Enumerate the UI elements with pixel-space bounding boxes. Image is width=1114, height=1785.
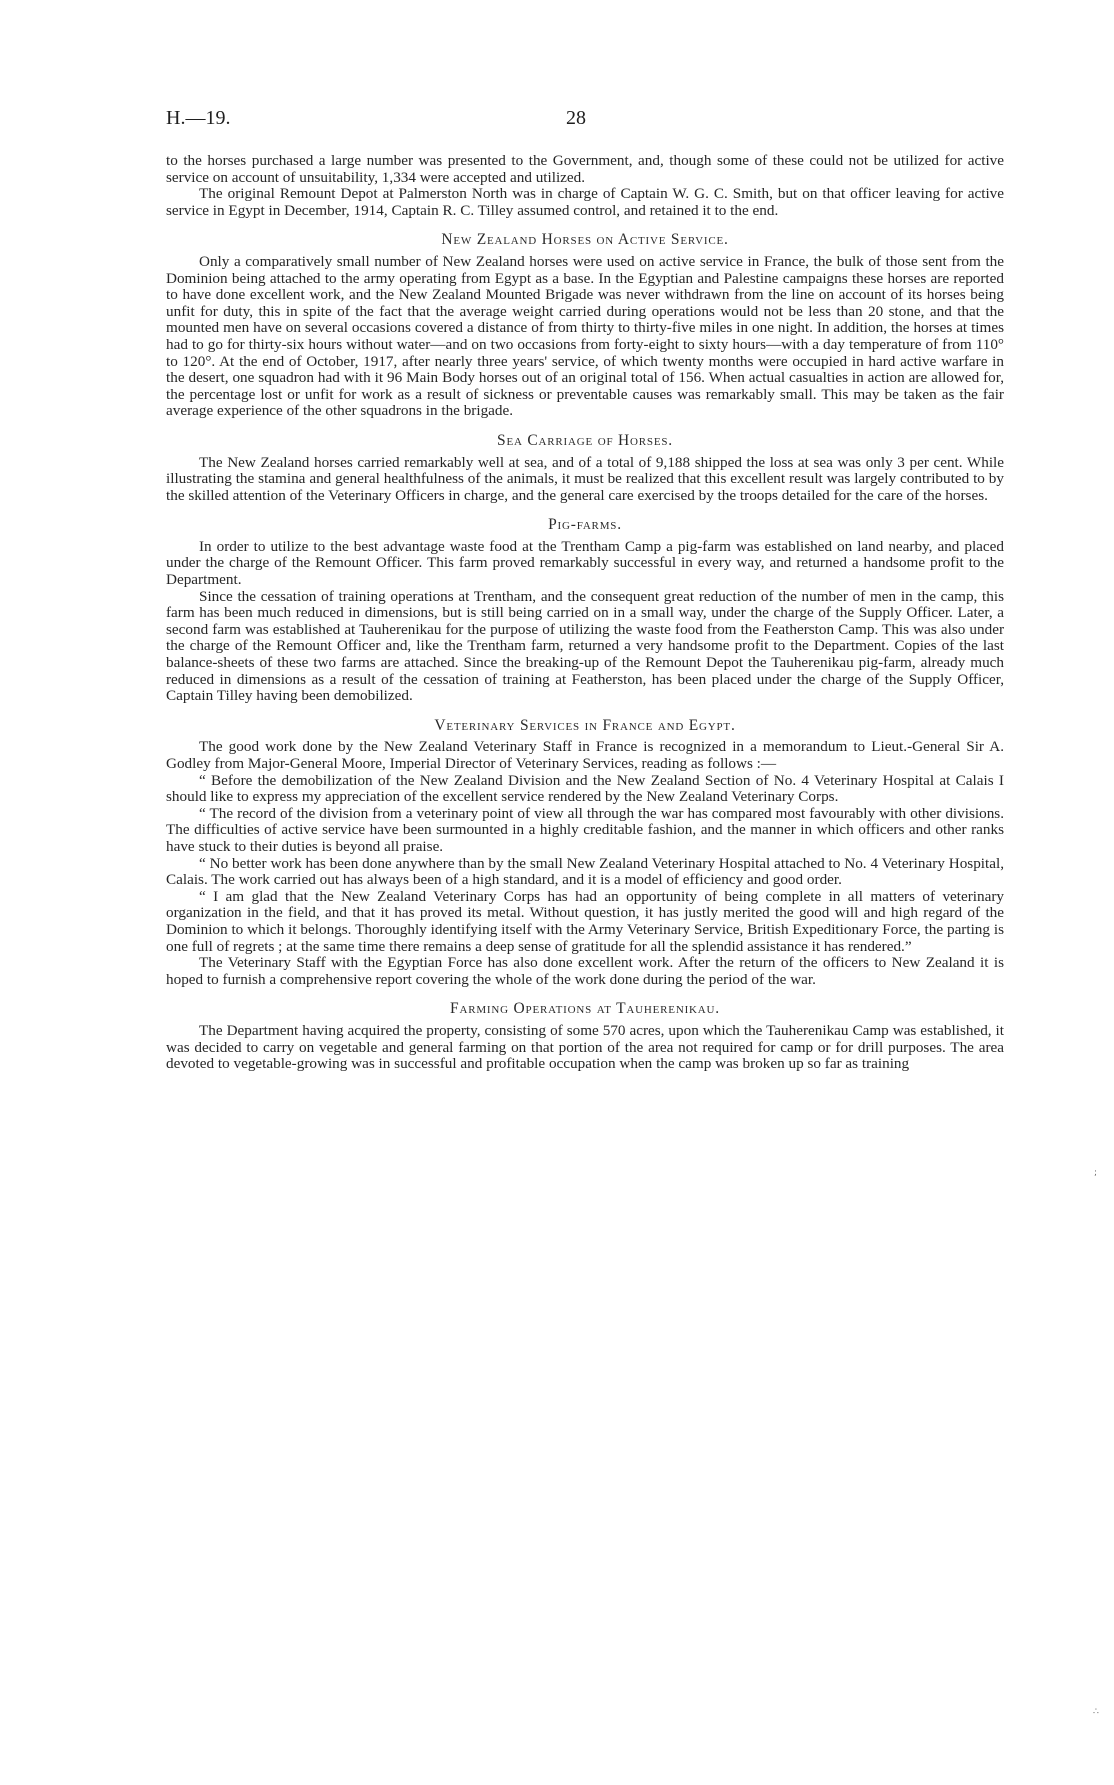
paragraph: Since the cessation of training operations at Trentham, and the consequent great reduction of the number of men in the camp, this farm has been much reduced in dimensions, but is still being carried on in a small way, under the charge of the Supply Officer. Later, a second farm was established at Tauherenikau for the purpose of utilizing the waste food from the Featherston Camp. This was also under the charge of the Remount Officer and, like the Trentham farm, returned a very handsome profit to the Department. Copies of the last balance-sheets of these two farms are attached. Since the breaking-up of the Remount Depot the Tauherenikau pig-farm, already much reduced in dimensions as a result of the cessation of training at Featherston, has been placed under the charge of the Supply Officer, Captain Tilley having been demobilized.	[166, 587, 1004, 705]
paragraph: The Department having acquired the property, consisting of some 570 acres, upon which the Tauherenikau Camp was established, it was decided to carry on vegetable and general farming on that portion of the area not required for camp or for drill purposes. The area devoted to vegetable-growing was in successful and profitable occupation when the camp was broken up so far as training	[166, 1021, 1004, 1073]
paragraph: The original Remount Depot at Palmerston North was in charge of Captain W. G. C. Smith, but on that officer leaving for active service in Egypt in December, 1914, Captain R. C. Tilley assumed control, and retained it to the end.	[166, 185, 1004, 219]
paragraph: to the horses purchased a large number was presented to the Government, and, though some of these could not be utilized for active service on account of unsuitability, 1,334 were accepted and utilized.	[166, 152, 1004, 186]
paragraph: The Veterinary Staff with the Egyptian Force has also done excellent work. After the return of the officers to New Zealand it is hoped to furnish a comprehensive report covering the whole of the work done during the period of the war.	[166, 954, 1004, 988]
page-number: 28	[566, 107, 586, 129]
paragraph: In order to utilize to the best advantage waste food at the Trentham Camp a pig-farm was established on land nearby, and placed under the charge of the Remount Officer. This farm proved remarkably successful in every way, and returned a handsome profit to the Department.	[166, 537, 1004, 589]
margin-mark: ;	[1094, 1168, 1098, 1178]
section-heading-active-service: New Zealand Horses on Active Service.	[441, 231, 729, 249]
section-heading-pig-farms: Pig-farms.	[548, 516, 622, 534]
document-reference: H.—19.	[166, 107, 231, 129]
quoted-paragraph: “ I am glad that the New Zealand Veterinary Corps has had an opportunity of being complete in all matters of veterinary organization in the field, and that it has proved its metal. Without question, it has justly merited the good will and high regard of the Dominion to which it belongs. Thoroughly identifying itself with the Army Veterinary Service, British Expeditionary Force, the parting is one full of regrets ; at the same time there remains a deep sense of gratitude for all the splendid assistance it has rendered.”	[166, 887, 1004, 955]
section-heading-veterinary-services: Veterinary Services in France and Egypt.	[434, 716, 736, 734]
paragraph: The good work done by the New Zealand Veterinary Staff in France is recognized in a memorandum to Lieut.-General Sir A. Godley from Major-General Moore, Imperial Director of Veterinary Services, reading as follows :—	[166, 738, 1004, 772]
quoted-paragraph: “ Before the demobilization of the New Zealand Division and the New Zealand Section of No. 4 Veterinary Hospital at Calais I should like to express my appreciation of the excellent service rendered by the New Zealand Veterinary Corps.	[166, 771, 1004, 806]
quoted-paragraph: “ No better work has been done anywhere than by the small New Zealand Veterinary Hospital attached to No. 4 Veterinary Hospital, Calais. The work carried out has always been of a high standard, and it is a model of efficiency and good order.	[166, 854, 1004, 889]
margin-mark: ∴	[1093, 1707, 1099, 1717]
quoted-paragraph: “ The record of the division from a veterinary point of view all through the war has compared most favourably with other divisions. The difficulties of active service have been surmounted in a highly creditable fashion, and the manner in which officers and other ranks have stuck to their duties is beyond all praise.	[166, 804, 1004, 855]
section-heading-farming-operations: Farming Operations at Tauherenikau.	[450, 1000, 720, 1018]
paragraph: Only a comparatively small number of New Zealand horses were used on active service in France, the bulk of those sent from the Dominion being attached to the army operating from Egypt as a base. In the Egyptian and Palestine campaigns these horses are reported to have done excellent work, and the New Zealand Mounted Brigade was never withdrawn from the line on account of its horses being unfit for duty, this in spite of the fact that the average weight carried during operations would not be less than 20 stone, and that the mounted men have on several occasions covered a distance of from thirty to thirty-five miles in one night. In addition, the horses at times had to go for thirty-six hours without water—and on two occasions from forty-eight to sixty hours—with a day temperature of from 110° to 120°. At the end of October, 1917, after nearly three years' service, of which twenty months were occupied in hard active warfare in the desert, one squadron had with it 96 Main Body horses out of an original total of 156. When actual casualties in action are allowed for, the percentage lost or unfit for work as a result of sickness or preventable causes was remarkably small. This may be taken as the fair average experience of the other squadrons in the brigade.	[166, 252, 1004, 420]
document-body	[166, 153, 1004, 1073]
page-header	[166, 107, 1002, 135]
section-heading-sea-carriage: Sea Carriage of Horses.	[497, 431, 673, 449]
paragraph: The New Zealand horses carried remarkably well at sea, and of a total of 9,188 shipped the loss at sea was only 3 per cent. While illustrating the stamina and general healthfulness of the animals, it must be realized that this excellent result was largely contributed to by the skilled attention of the Veterinary Officers in charge, and the general care exercised by the troops detailed for the care of the horses.	[166, 453, 1004, 504]
